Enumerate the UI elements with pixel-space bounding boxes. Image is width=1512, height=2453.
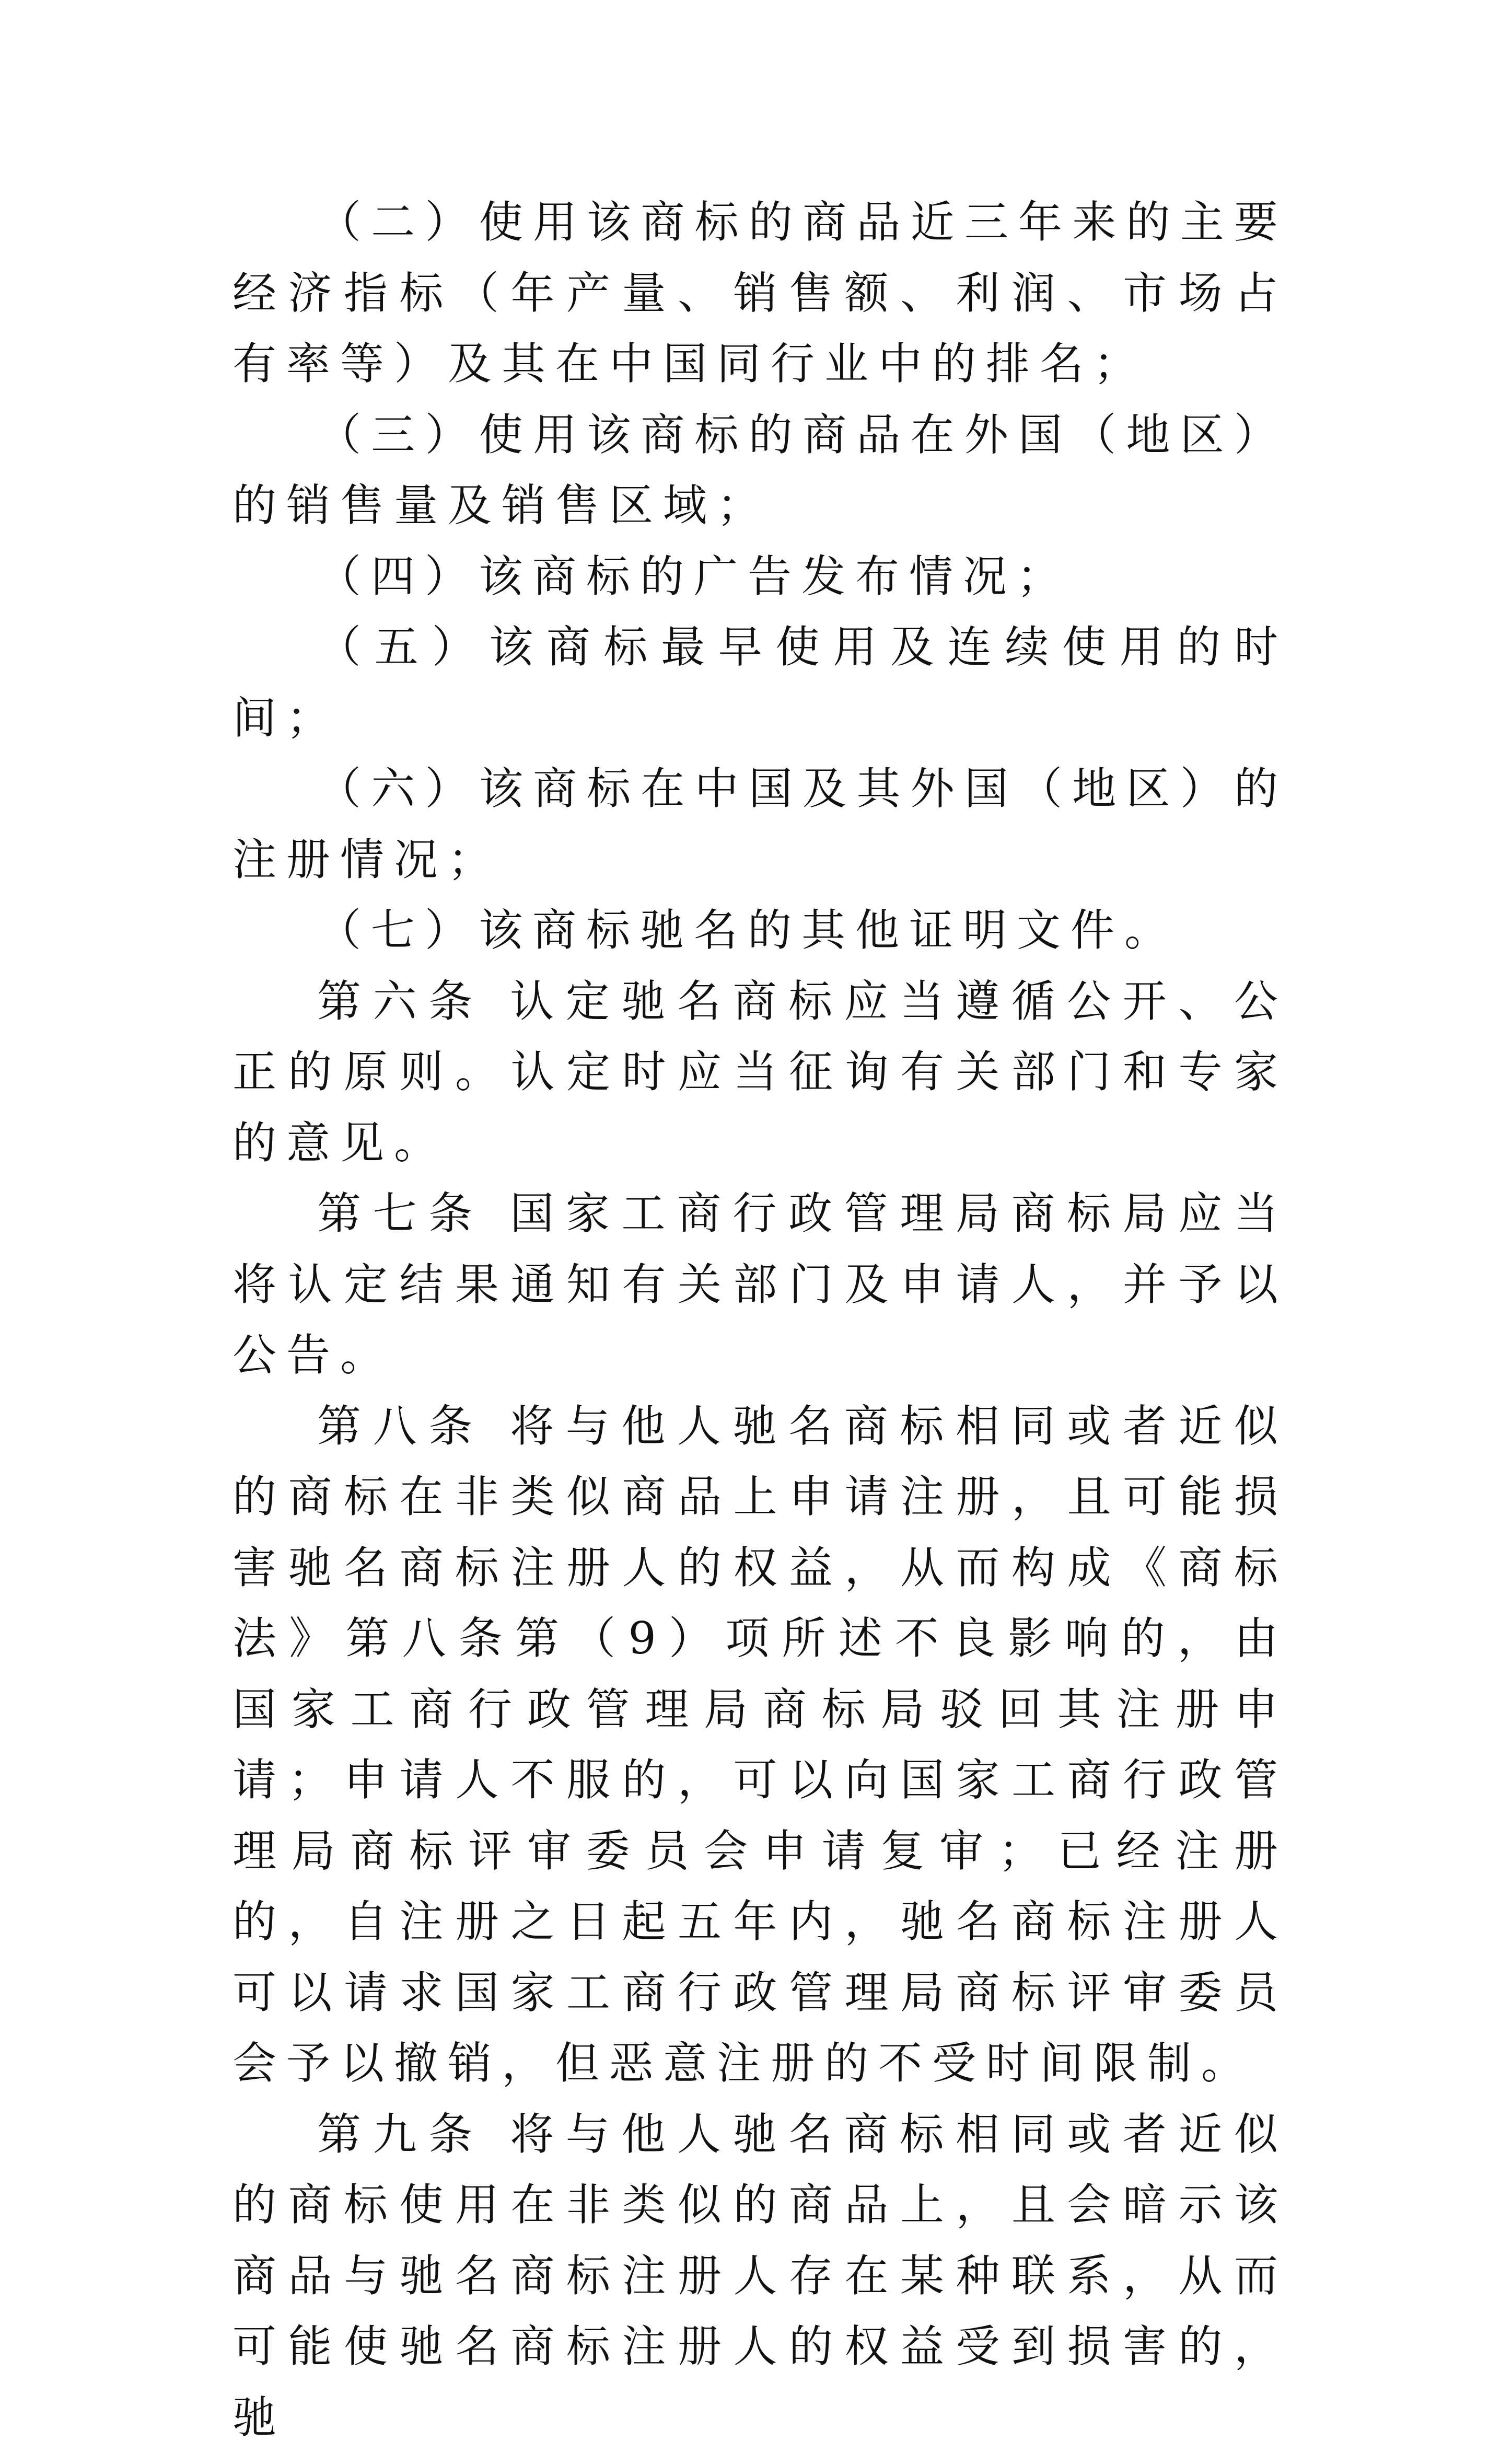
article-9: 第九条 将与他人驰名商标相同或者近似的商标使用在非类似的商品上，且会暗示该商品与驰名商标注册人存在某种联系，从而可能使驰名商标注册人的权益受到损害的，驰 — [232, 2099, 1288, 2453]
paragraph-item-6: （六）该商标在中国及其外国（地区）的注册情况； — [232, 754, 1288, 895]
paragraph-item-5: （五）该商标最早使用及连续使用的时间； — [232, 612, 1288, 754]
article-8: 第八条 将与他人驰名商标相同或者近似的商标在非类似商品上申请注册，且可能损害驰名商标注册人的权益，从而构成《商标法》第八条第（9）项所述不良影响的，由国家工商行政管理局商标局驳回其注册申请；申请人不服的，可以向国家工商行政管理局商标评审委员会申请复审；已经注册的，自注册之日起五年内，驰名商标注册人可以请求国家工商行政管理局商标评审委员会予以撤销，但恶意注册的不受时间限制。 — [232, 1391, 1288, 2099]
paragraph-item-2: （二）使用该商标的商品近三年来的主要经济指标（年产量、销售额、利润、市场占有率等）及其在中国同行业中的排名； — [232, 187, 1288, 400]
document-body — [232, 187, 1288, 2453]
article-7: 第七条 国家工商行政管理局商标局应当将认定结果通知有关部门及申请人，并予以公告。 — [232, 1178, 1288, 1391]
paragraph-item-4: （四）该商标的广告发布情况； — [232, 541, 1288, 612]
paragraph-item-3: （三）使用该商标的商品在外国（地区）的销售量及销售区域； — [232, 400, 1288, 541]
article-6: 第六条 认定驰名商标应当遵循公开、公正的原则。认定时应当征询有关部门和专家的意见。 — [232, 966, 1288, 1179]
paragraph-item-7: （七）该商标驰名的其他证明文件。 — [232, 895, 1288, 966]
